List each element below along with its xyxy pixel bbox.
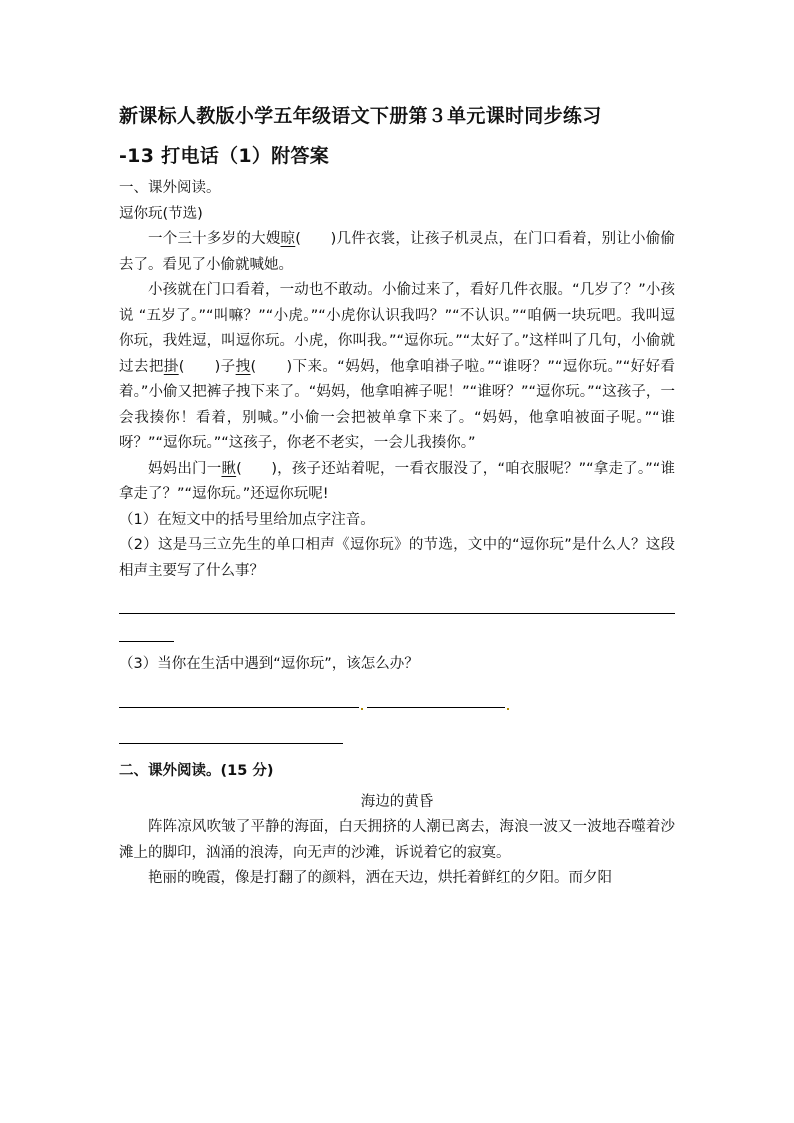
section-2-heading: 二、课外阅读。(15 分) <box>119 762 274 779</box>
passage-2-paragraph-1: 阵阵凉风吹皱了平静的海面，白天拥挤的人潮已离去，海浪一波又一波地吞噬着沙滩上的脚印，汹涌的浪涛，向无声的沙滩，诉说着它的寂寞。 <box>119 819 675 861</box>
passage-1-paragraph-3 <box>119 457 675 508</box>
document-title-line-2: -13 打电话（1）附答案 <box>119 145 330 167</box>
passage-1-paragraph-2 <box>119 278 675 457</box>
question-3: （3）当你在生活中遇到“逗你玩”，该怎么办？ <box>119 656 419 672</box>
question-2: （2）这是马三立先生的单口相声《逗你玩》的节选，文中的“逗你玩”是什么人？这段相声主要写了什么事？ <box>119 537 675 579</box>
answer-rule-mark-2 <box>507 708 509 710</box>
answer-rule-short <box>119 641 174 642</box>
question-1: （1）在短文中的括号里给加点字注音。 <box>119 511 375 528</box>
dotted-char-gua: 掛 <box>163 358 179 375</box>
p3-text-a: 妈妈出门一 <box>148 460 222 477</box>
p1-text-b: ( )几件衣裳，让孩子机灵点，在门口看着，别让小偷偷去了。看见了小偷就喊她。 <box>119 231 676 273</box>
p2-text-b: ( )子 <box>178 358 236 375</box>
answer-line-q3-tail[interactable] <box>119 714 675 750</box>
answer-rule-seg-3 <box>119 743 343 744</box>
dotted-char-chou: 瞅 <box>221 460 237 477</box>
dotted-char-zhuai: 拽 <box>235 358 251 375</box>
answer-rule-mark-1 <box>361 708 363 710</box>
passage-2-title: 海边的黄昏 <box>360 793 434 810</box>
passage-2-paragraph-2: 艳丽的晚霞，像是打翻了的颜料，洒在天边，烘托着鲜红的夕阳。而夕阳 <box>148 870 612 886</box>
answer-rule-full <box>119 613 675 614</box>
section-1-heading: 一、课外阅读。 <box>119 180 221 196</box>
passage-1-paragraph-1 <box>119 227 675 278</box>
answer-rule-seg-1 <box>119 707 359 708</box>
passage-1-title: 逗你玩(节选) <box>119 205 203 222</box>
answer-line-q2[interactable] <box>119 584 675 620</box>
p2-text-a: 小孩就在门口看着，一动也不敢动。小偷过来了，看好几件衣服。“几岁了？”小孩说 “五岁了。”“叫嘛？”“小虎。”“小虎你认识我吗？”“不认识。”“咱俩一块玩吧。我叫逗你玩，我姓逗，叫逗你玩。小虎，你叫我。”“逗你玩。”“太好了。”这样叫了几句，小偷就过去把 <box>119 282 675 375</box>
answer-line-q2-tail[interactable] <box>119 620 675 648</box>
document-page <box>119 96 675 892</box>
dotted-char-liang: 晾 <box>280 231 296 247</box>
p2-text-c: ( )下来。“妈妈，他拿咱褂子啦。”“谁呀？”“逗你玩。”“好好看着。”小偷又把裤子拽下来了。“妈妈，他拿咱裤子呢！”“谁呀？”“逗你玩。”“这孩子，一会我揍你！看着，别喊。”小偷一会把被单拿下来了。“妈妈，他拿咱被面子呢。”“谁呀？”“逗你玩。”“这孩子，你老不老实，一会儿我揍你。” <box>119 358 676 451</box>
answer-line-q3[interactable] <box>119 678 675 714</box>
p3-text-b: ( )，孩子还站着呢，一看衣服没了，“咱衣服呢？”“拿走了。”“谁拿走了？”“逗你玩。”还逗你玩呢! <box>119 460 676 502</box>
p1-text-a: 一个三十多岁的大嫂 <box>148 231 281 247</box>
answer-rule-seg-2 <box>367 707 505 708</box>
document-title-line-1: 新课标人教版小学五年级语文下册第３单元课时同步练习 <box>119 105 602 127</box>
